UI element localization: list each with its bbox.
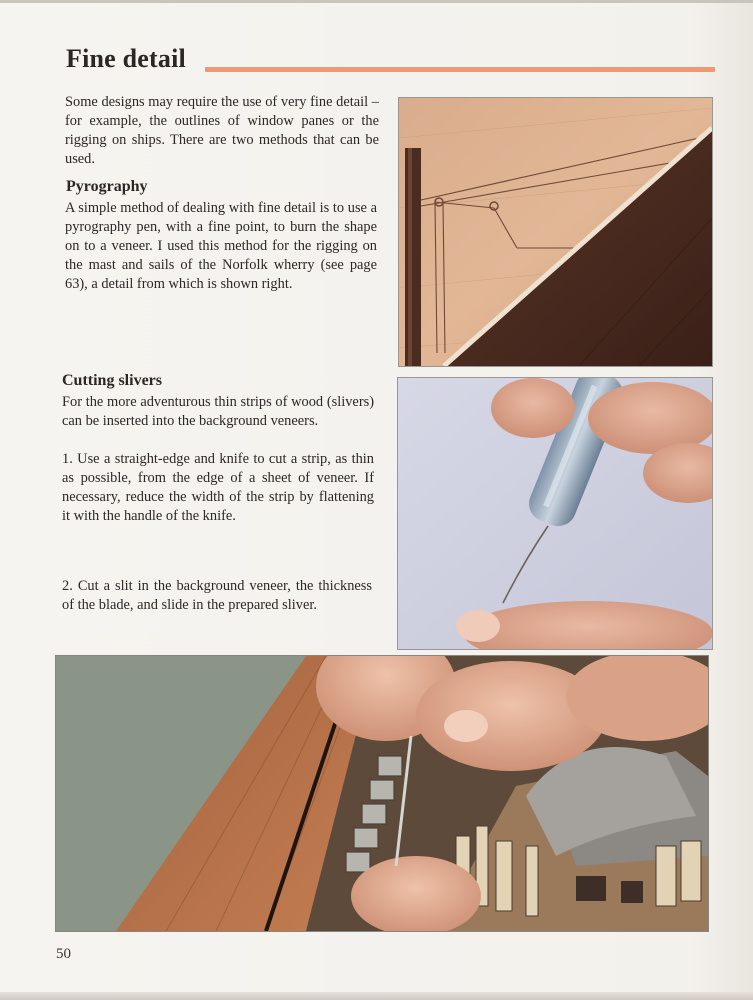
page-top-edge — [0, 0, 753, 3]
step-2-paragraph: 2. Cut a slit in the background veneer, the thickness of the blade, and slide in the prepared sliver. — [62, 578, 372, 613]
intro-paragraph: Some designs may require the use of very fine detail – for example, the outlines of window panes or the rigging on ships. There are two methods that can be used. — [65, 94, 379, 167]
pyrography-paragraph: A simple method of dealing with fine detail is to use a pyrography pen, with a fine point, to burn the shape on to a veneer. I used this method for the rigging on the mast and sails of the Norfolk wherry (see page 63), a detail from which is shown right. — [65, 200, 377, 292]
cutting-slivers-intro: For the more adventurous thin strips of wood (slivers) can be inserted into the background veneers. — [62, 394, 374, 429]
inserting-sliver-photo — [55, 655, 709, 932]
step-1-paragraph: 1. Use a straight-edge and knife to cut a strip, as thin as possible, from the edge of a sheet of veneer. If necessary, reduce the width of the strip by flattening it with the handle of the knife. — [62, 451, 374, 524]
page-bottom-edge — [0, 992, 753, 1000]
cutting-sliver-photo — [397, 377, 713, 650]
page-title: Fine detail — [66, 44, 186, 73]
title-rule — [205, 67, 715, 72]
page-number: 50 — [56, 946, 71, 962]
pyrography-rigging-photo — [398, 97, 713, 367]
pyrography-heading: Pyrography — [66, 178, 148, 195]
cutting-slivers-heading: Cutting slivers — [62, 372, 162, 389]
